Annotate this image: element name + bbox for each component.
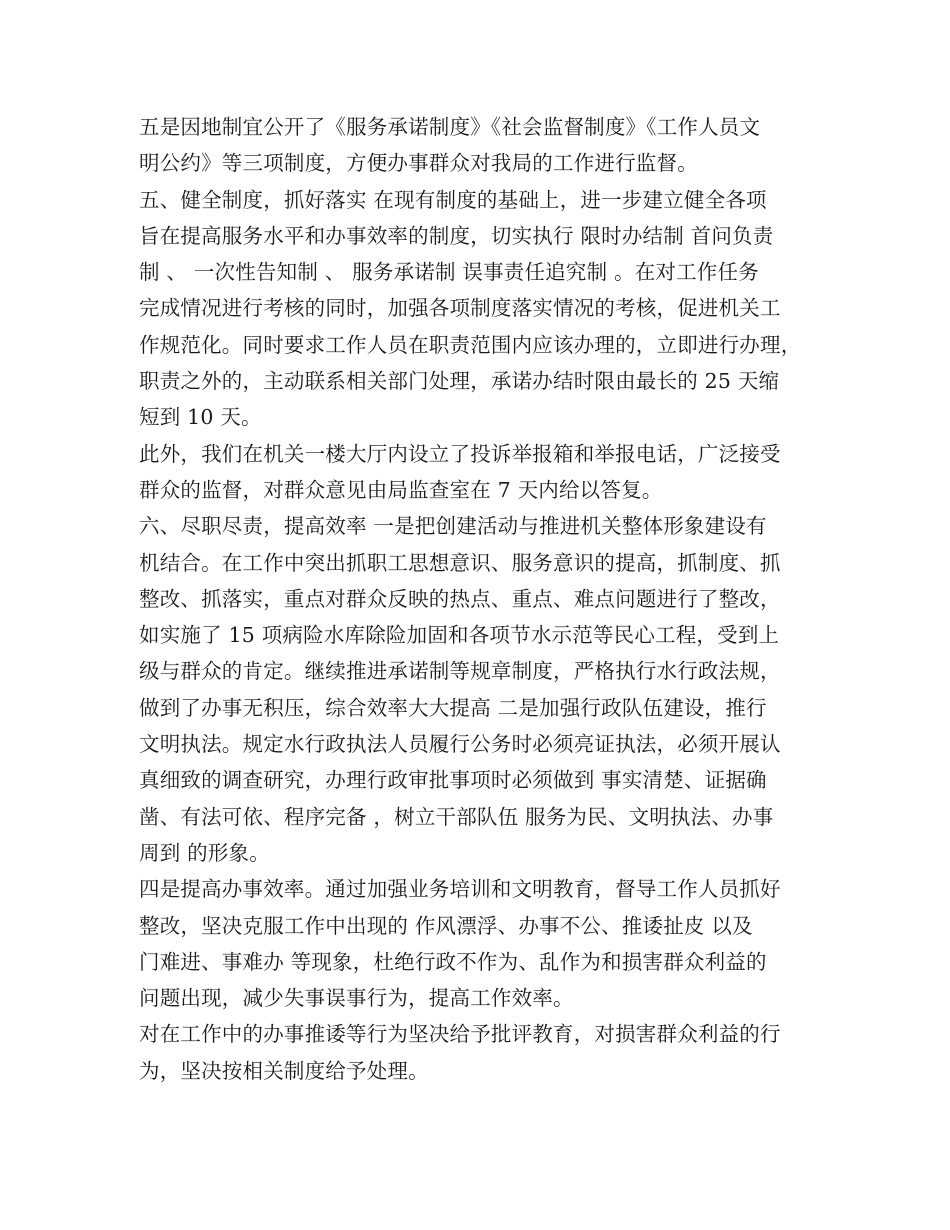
text-line: 如实施了 15 项病险水库除险加固和各项节水示范等民心工程，受到上 bbox=[139, 623, 780, 648]
text-line: 短到 10 天。 bbox=[139, 405, 262, 430]
body-text bbox=[139, 109, 829, 1089]
text-line: 四是提高办事效率。通过加强业务培训和文明教育，督导工作人员抓好 bbox=[139, 877, 781, 902]
text-line: 六、尽职尽责，提高效率 一是把创建活动与推进机关整体形象建设有 bbox=[139, 514, 767, 539]
text-line: 周到 的形象。 bbox=[139, 840, 270, 865]
text-line: 五是因地制宜公开了《服务承诺制度》《社会监督制度》《工作人员文 bbox=[139, 115, 761, 139]
text-line: 明公约》等三项制度，方便办事群众对我局的工作进行监督。 bbox=[139, 151, 698, 176]
text-line: 级与群众的肯定。继续推进承诺制等规章制度，严格执行水行政法规， bbox=[139, 659, 781, 684]
text-line: 制 、 一次性告知制 、 服务承诺制 误事责任追究制 。在对工作任务 bbox=[139, 260, 759, 285]
text-line: 门难进、事难办 等现象，杜绝行政不作为、乱作为和损害群众利益的 bbox=[139, 949, 767, 974]
text-line: 对在工作中的办事推诿等行为坚决给予批评教育，对损害群众利益的行 bbox=[139, 1022, 781, 1047]
text-line: 群众的监督，对群众意见由局监查室在 7 天内给以答复。 bbox=[139, 477, 663, 502]
text-line: 文明执法。规定水行政执法人员履行公务时必须亮证执法，必须开展认 bbox=[139, 732, 781, 757]
text-line: 职责之外的，主动联系相关部门处理，承诺办结时限由最长的 25 天缩 bbox=[139, 369, 780, 394]
text-line: 完成情况进行考核的同时，加强各项制度落实情况的考核，促进机关工 bbox=[139, 296, 781, 321]
text-line: 为，坚决按相关制度给予处理。 bbox=[139, 1058, 429, 1083]
text-line: 真细致的调查研究，办理行政审批事项时必须做到 事实清楚、证据确 bbox=[139, 768, 767, 793]
text-line: 整改，坚决克服工作中出现的 作风漂浮、办事不公、推诿扯皮 以及 bbox=[139, 913, 753, 938]
text-line: 整改、抓落实，重点对群众反映的热点、重点、难点问题进行了整改， bbox=[139, 586, 781, 611]
text-line: 问题出现，减少失事误事行为，提高工作效率。 bbox=[139, 986, 574, 1011]
text-line: 做到了办事无积压，综合效率大大提高 二是加强行政队伍建设，推行 bbox=[139, 695, 767, 720]
text-line: 五、健全制度，抓好落实 在现有制度的基础上，进一步建立健全各项 bbox=[139, 187, 767, 212]
text-line: 作规范化。同时要求工作人员在职责范围内应该办理的，立即进行办理， bbox=[139, 332, 802, 357]
text-line: 机结合。在工作中突出抓职工思想意识、服务意识的提高，抓制度、抓 bbox=[139, 550, 781, 575]
text-line: 旨在提高服务水平和办事效率的制度，切实执行 限时办结制 首问负责 bbox=[139, 223, 774, 248]
text-line: 此外，我们在机关一楼大厅内设立了投诉举报箱和举报电话，广泛接受 bbox=[139, 441, 781, 466]
text-line: 凿、有法可依、程序完备 ，树立干部队伍 服务为民、文明执法、办事 bbox=[139, 804, 774, 829]
